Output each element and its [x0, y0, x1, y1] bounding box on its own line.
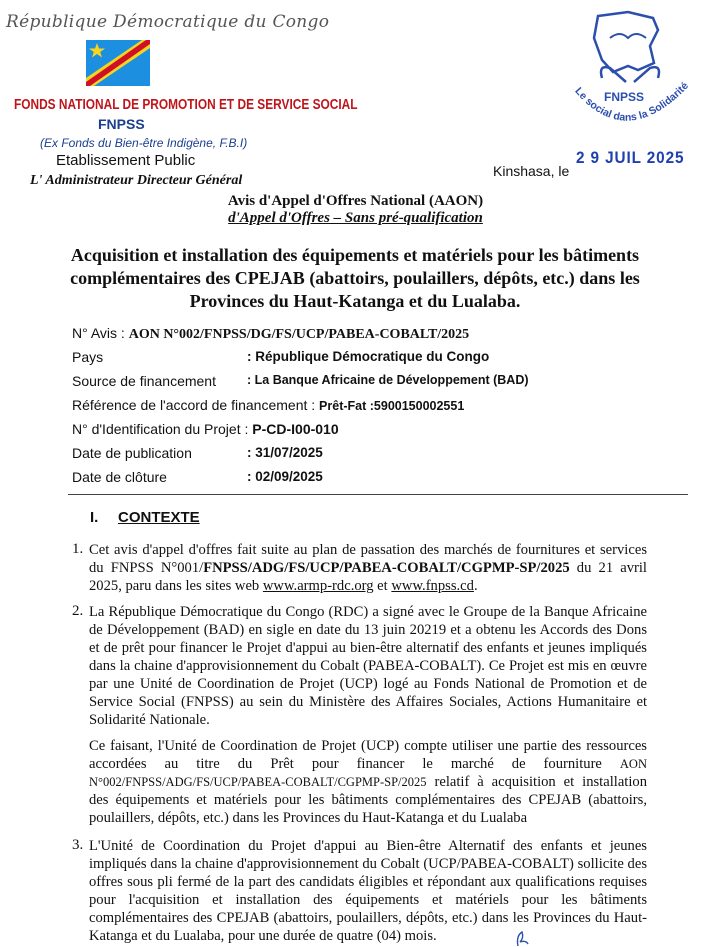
ref-row [72, 397, 464, 413]
date-stamp: 2 9 JUIL 2025 [576, 148, 685, 167]
cloture-value: : 02/09/2025 [247, 469, 323, 484]
paragraph-2-number: 2. [72, 603, 84, 619]
paragraph-3-number: 3. [72, 837, 84, 853]
signatory-title: L' Administrateur Directeur Général [30, 173, 243, 188]
paragraph-2b: Ce faisant, l'Unité de Coordination de Projet (UCP) compte utiliser une partie des ressources accordées au titre du Prêt pour financer le marché de fourniture AON N°002/FNPSS/ADG/FS/UCP/PABEA-COBALT/CGPMP-SP/2025 relatif à acquisition et installation des équipements et matériels pour les bâtiments complémentaires des CPEJAB (abattoirs, poulaillers, dépôts, etc.) dans les Provinces du Haut-Katanga et du Lualaba [89, 738, 647, 826]
organization-acronym: FNPSS [98, 116, 145, 132]
logo-text: FNPSS [604, 90, 645, 104]
ref-value: Prêt-Fat :5900150002551 [319, 399, 465, 413]
publication-value: : 31/07/2025 [247, 445, 323, 460]
ref-label: Référence de l'accord de financement : [72, 397, 316, 413]
country-script-title: République Démocratique du Congo [6, 12, 330, 32]
projet-label: N° d'Identification du Projet : [72, 421, 249, 437]
avis-value: AON N°002/FNPSS/DG/FS/UCP/PABEA-COBALT/2025 [128, 327, 470, 342]
notice-title: Acquisition et installation des équipements et matériels pour les bâtiments complémentaires des CPEJAB (abattoirs, poulaillers, dépôts, etc.) dans les Provinces du Haut-Katanga et du Lualaba. [70, 245, 640, 311]
cloture-label: Date de clôture [72, 469, 167, 485]
notice-type: Avis d'Appel d'Offres National (AAON) [227, 193, 484, 209]
section-number: I. [90, 509, 99, 526]
projet-row [72, 421, 339, 437]
organization-type: Etablissement Public [56, 152, 196, 169]
drc-flag-icon [86, 40, 150, 86]
notice-subtype: d'Appel d'Offres – Sans pré-qualification [228, 210, 483, 226]
avis-label: N° Avis : [72, 325, 125, 341]
section-title: CONTEXTE [118, 509, 200, 526]
city-date-label: Kinshasa, le [493, 163, 570, 179]
logo-motto: Le social dans la Solidarité [572, 79, 691, 124]
organization-former-name: (Ex Fonds du Bien-être Indigène, F.B.I) [40, 136, 248, 150]
organization-name: FONDS NATIONAL DE PROMOTION ET DE SERVICE SOCIAL [14, 97, 358, 113]
divider [68, 494, 688, 495]
pays-value: : République Démocratique du Congo [247, 349, 490, 364]
publication-label: Date de publication [72, 445, 192, 461]
paragraph-3: L'Unité de Coordination du Projet d'appui au Bien-être Alternatif des enfants et jeunes impliqués dans la chaine d'approvisionnement du Cobalt (UCP/PABEA-COBALT) sollicite des offres sous pli fermé de la part des candidats éligibles et répondant aux qualifications requises pour l'acquisition et installation des équipements et matériels pour les bâtiments complémentaires des CPEJAB (abattoirs, poulaillers, dépôts, etc.) dans les Provinces du Haut-Katanga et du Lualaba, pour une durée de quatre (04) mois. [89, 838, 647, 944]
pays-label: Pays [72, 349, 104, 365]
armp-link[interactable]: www.armp-rdc.org [262, 578, 374, 594]
fnpss-logo-icon [558, 8, 708, 138]
projet-value: P-CD-I00-010 [252, 421, 339, 437]
source-label: Source de financement [72, 373, 216, 389]
avis-row [72, 325, 469, 343]
source-value: : La Banque Africaine de Développement (BAD) [247, 373, 529, 387]
paragraph-1: Cet avis d'appel d'offres fait suite au plan de passation des marchés de fournitures et services du FNPSS N°001/FNPSS/ADG/FS/UCP/PABEA-COBALT/CGPMP-SP/2025 du 21 avril 2025, paru dans les sites web www.armp-rdc.org et www.fnpss.cd. [89, 542, 647, 594]
signature-mark-icon [512, 928, 532, 947]
paragraph-2: La République Démocratique du Congo (RDC) a signé avec le Groupe de la Banque Africaine de Développement (BAD) en sigle en date du 13 juin 20219 et a obtenu les Accords des Dons et de prêt pour financer le Projet d'appui au bien-être alternatif des enfants et jeunes impliqués dans la chaine d'approvisionnement du Cobalt (PABEA-COBALT). Ce Projet est mis en œuvre par une Unité de Coordination de Projet (UCP) logé au Fonds National de Promotion et de Service Social (FNPSS) au sein du Ministère des Affaires Sociales, Actions Humanitaire et Solidarité Nationale. [89, 604, 647, 728]
fnpss-link[interactable]: www.fnpss.cd [391, 578, 474, 594]
paragraph-1-number: 1. [72, 541, 84, 557]
